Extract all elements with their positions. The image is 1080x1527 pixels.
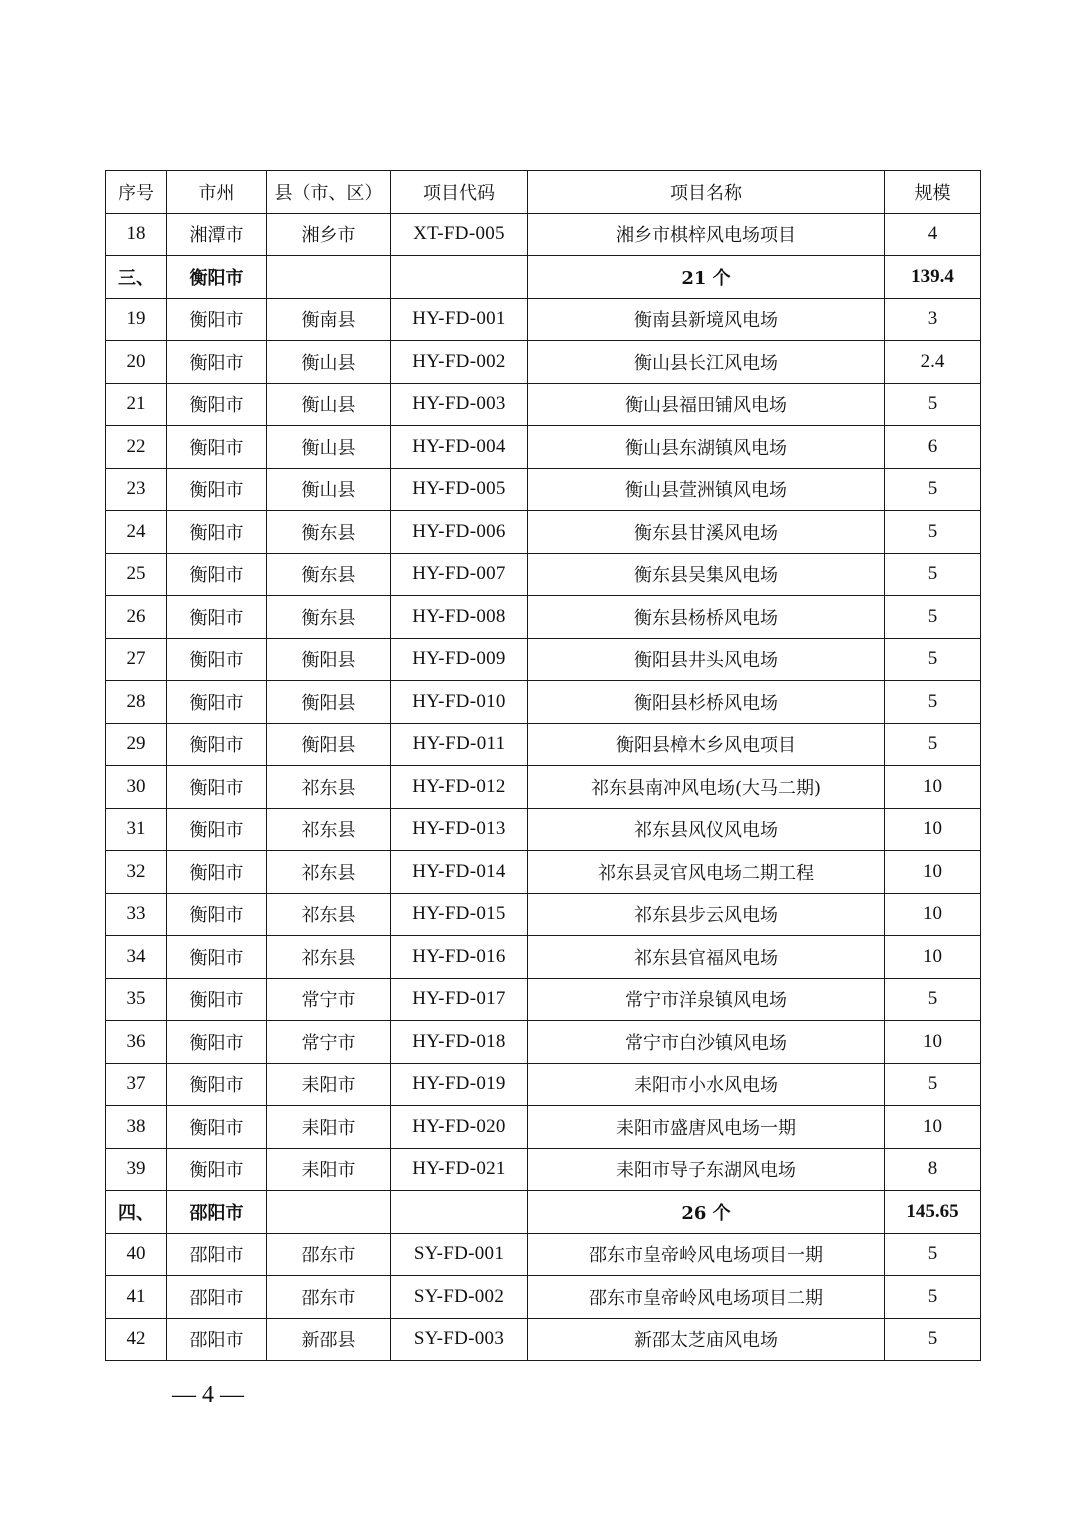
cell-no: 25 [106,553,167,596]
cell-no: 22 [106,426,167,469]
cell-project-name: 衡东县吴集风电场 [528,553,885,596]
table-row [106,681,981,724]
table-body [106,213,981,1361]
cell-city: 邵阳市 [167,1233,267,1276]
cell-no: 34 [106,936,167,979]
cell-no: 33 [106,893,167,936]
cell-scale: 10 [885,936,981,979]
cell-city: 衡阳市 [167,893,267,936]
cell-no: 27 [106,638,167,681]
cell-code: SY-FD-002 [391,1276,528,1319]
table-row [106,1106,981,1149]
cell-no: 21 [106,383,167,426]
cell-no: 35 [106,978,167,1021]
cell-scale: 5 [885,511,981,554]
cell-project-name: 衡阳县井头风电场 [528,638,885,681]
cell-city: 衡阳市 [167,1063,267,1106]
cell-city: 衡阳市 [167,851,267,894]
cell-no: 四、 [106,1191,167,1234]
cell-city: 衡阳市 [167,681,267,724]
cell-city: 衡阳市 [167,298,267,341]
cell-code [391,256,528,299]
table-row [106,1063,981,1106]
header-code: 项目代码 [391,171,528,214]
cell-project-name: 耒阳市盛唐风电场一期 [528,1106,885,1149]
cell-county: 祁东县 [267,936,391,979]
cell-city: 衡阳市 [167,383,267,426]
cell-county: 衡山县 [267,383,391,426]
header-county: 县（市、区） [267,171,391,214]
cell-code: HY-FD-007 [391,553,528,596]
cell-county: 衡南县 [267,298,391,341]
group-row [106,256,981,299]
cell-city: 邵阳市 [167,1191,267,1234]
cell-city: 衡阳市 [167,553,267,596]
cell-county: 衡山县 [267,468,391,511]
table-row [106,766,981,809]
cell-no: 三、 [106,256,167,299]
cell-scale: 10 [885,1106,981,1149]
cell-county: 邵东市 [267,1233,391,1276]
cell-city: 衡阳市 [167,808,267,851]
cell-code: HY-FD-017 [391,978,528,1021]
cell-project-name: 湘乡市棋梓风电场项目 [528,213,885,256]
table-row [106,936,981,979]
cell-county: 衡阳县 [267,723,391,766]
cell-city: 衡阳市 [167,426,267,469]
cell-code: SY-FD-001 [391,1233,528,1276]
cell-code: HY-FD-012 [391,766,528,809]
cell-city: 衡阳市 [167,256,267,299]
table-row [106,426,981,469]
cell-city: 衡阳市 [167,766,267,809]
cell-scale: 5 [885,596,981,639]
cell-no: 39 [106,1148,167,1191]
cell-scale: 2.4 [885,341,981,384]
cell-city: 衡阳市 [167,936,267,979]
cell-scale: 10 [885,851,981,894]
cell-county: 耒阳市 [267,1148,391,1191]
cell-scale: 5 [885,1063,981,1106]
cell-county [267,256,391,299]
cell-scale: 10 [885,808,981,851]
cell-no: 26 [106,596,167,639]
cell-project-name: 邵东市皇帝岭风电场项目一期 [528,1233,885,1276]
cell-code: HY-FD-018 [391,1021,528,1064]
table-row [106,978,981,1021]
cell-code: HY-FD-015 [391,893,528,936]
cell-city: 衡阳市 [167,978,267,1021]
table-row [106,213,981,256]
cell-scale: 5 [885,383,981,426]
cell-scale: 145.65 [885,1191,981,1234]
cell-city: 衡阳市 [167,1148,267,1191]
cell-city: 邵阳市 [167,1318,267,1361]
cell-scale: 5 [885,468,981,511]
cell-no: 36 [106,1021,167,1064]
cell-scale: 5 [885,723,981,766]
group-row [106,1191,981,1234]
cell-scale: 5 [885,1233,981,1276]
cell-county: 邵东市 [267,1276,391,1319]
header-city: 市州 [167,171,267,214]
table-row [106,596,981,639]
cell-city: 衡阳市 [167,1021,267,1064]
cell-scale: 6 [885,426,981,469]
cell-code: HY-FD-019 [391,1063,528,1106]
cell-code: HY-FD-016 [391,936,528,979]
cell-county: 祁东县 [267,766,391,809]
cell-project-name: 祁东县步云风电场 [528,893,885,936]
cell-county: 衡东县 [267,511,391,554]
table-row [106,808,981,851]
cell-county: 衡阳县 [267,681,391,724]
table-header-row [106,171,981,214]
cell-city: 邵阳市 [167,1276,267,1319]
cell-scale: 8 [885,1148,981,1191]
cell-county [267,1191,391,1234]
page-number: — 4 — [172,1382,244,1408]
table-row [106,383,981,426]
table-row [106,893,981,936]
cell-code: HY-FD-004 [391,426,528,469]
cell-no: 19 [106,298,167,341]
cell-scale: 5 [885,638,981,681]
cell-code: HY-FD-009 [391,638,528,681]
cell-code: HY-FD-013 [391,808,528,851]
cell-project-name: 耒阳市导子东湖风电场 [528,1148,885,1191]
cell-code: XT-FD-005 [391,213,528,256]
table-row [106,723,981,766]
cell-project-name: 衡山县福田铺风电场 [528,383,885,426]
cell-no: 28 [106,681,167,724]
cell-county: 祁东县 [267,851,391,894]
table-row [106,298,981,341]
cell-county: 耒阳市 [267,1106,391,1149]
cell-county: 祁东县 [267,808,391,851]
cell-city: 湘潭市 [167,213,267,256]
cell-scale: 4 [885,213,981,256]
cell-no: 29 [106,723,167,766]
cell-no: 30 [106,766,167,809]
cell-no: 40 [106,1233,167,1276]
cell-project-name: 衡东县甘溪风电场 [528,511,885,554]
cell-code: HY-FD-010 [391,681,528,724]
cell-code: HY-FD-002 [391,341,528,384]
cell-scale: 5 [885,681,981,724]
cell-project-name: 祁东县灵官风电场二期工程 [528,851,885,894]
cell-county: 耒阳市 [267,1063,391,1106]
cell-scale: 5 [885,1276,981,1319]
cell-scale: 10 [885,766,981,809]
cell-city: 衡阳市 [167,468,267,511]
table-row [106,511,981,554]
cell-project-name: 衡南县新境风电场 [528,298,885,341]
cell-no: 23 [106,468,167,511]
cell-code: HY-FD-014 [391,851,528,894]
cell-county: 新邵县 [267,1318,391,1361]
cell-county: 祁东县 [267,893,391,936]
cell-code: HY-FD-021 [391,1148,528,1191]
cell-project-name: 耒阳市小水风电场 [528,1063,885,1106]
cell-no: 42 [106,1318,167,1361]
cell-scale: 139.4 [885,256,981,299]
cell-scale: 5 [885,553,981,596]
cell-project-name: 常宁市洋泉镇风电场 [528,978,885,1021]
cell-no: 37 [106,1063,167,1106]
cell-county: 衡东县 [267,596,391,639]
cell-no: 32 [106,851,167,894]
cell-code: HY-FD-006 [391,511,528,554]
table-row [106,468,981,511]
cell-project-name: 衡山县长江风电场 [528,341,885,384]
cell-county: 常宁市 [267,978,391,1021]
table-row [106,1318,981,1361]
table-row [106,1233,981,1276]
cell-project-name: 衡阳县杉桥风电场 [528,681,885,724]
cell-project-name: 衡山县东湖镇风电场 [528,426,885,469]
cell-code: SY-FD-003 [391,1318,528,1361]
table-row [106,638,981,681]
cell-project-name: 祁东县南冲风电场(大马二期) [528,766,885,809]
cell-city: 衡阳市 [167,638,267,681]
cell-project-name: 衡东县杨桥风电场 [528,596,885,639]
cell-code: HY-FD-011 [391,723,528,766]
cell-project-name: 衡山县萱洲镇风电场 [528,468,885,511]
header-name: 项目名称 [528,171,885,214]
cell-no: 38 [106,1106,167,1149]
table-row [106,1021,981,1064]
cell-scale: 3 [885,298,981,341]
cell-code [391,1191,528,1234]
cell-city: 衡阳市 [167,723,267,766]
cell-code: HY-FD-008 [391,596,528,639]
cell-scale: 5 [885,978,981,1021]
cell-project-name: 祁东县风仪风电场 [528,808,885,851]
cell-no: 24 [106,511,167,554]
cell-project-name: 祁东县官福风电场 [528,936,885,979]
cell-project-name: 常宁市白沙镇风电场 [528,1021,885,1064]
table-row [106,1276,981,1319]
header-no: 序号 [106,171,167,214]
cell-county: 衡东县 [267,553,391,596]
cell-project-name: 邵东市皇帝岭风电场项目二期 [528,1276,885,1319]
cell-county: 常宁市 [267,1021,391,1064]
cell-city: 衡阳市 [167,341,267,384]
cell-no: 20 [106,341,167,384]
cell-project-name: 26 个 [528,1191,885,1234]
cell-no: 41 [106,1276,167,1319]
cell-code: HY-FD-020 [391,1106,528,1149]
cell-no: 18 [106,213,167,256]
table-row [106,851,981,894]
project-table [105,170,981,1361]
cell-county: 衡阳县 [267,638,391,681]
cell-no: 31 [106,808,167,851]
cell-project-name: 新邵太芝庙风电场 [528,1318,885,1361]
cell-scale: 5 [885,1318,981,1361]
cell-scale: 10 [885,893,981,936]
cell-code: HY-FD-003 [391,383,528,426]
table-row [106,1148,981,1191]
cell-code: HY-FD-001 [391,298,528,341]
cell-city: 衡阳市 [167,511,267,554]
cell-code: HY-FD-005 [391,468,528,511]
table-row [106,341,981,384]
cell-city: 衡阳市 [167,1106,267,1149]
cell-county: 衡山县 [267,341,391,384]
table-row [106,553,981,596]
cell-county: 衡山县 [267,426,391,469]
cell-county: 湘乡市 [267,213,391,256]
cell-project-name: 21 个 [528,256,885,299]
header-scale: 规模 [885,171,981,214]
cell-project-name: 衡阳县樟木乡风电项目 [528,723,885,766]
cell-scale: 10 [885,1021,981,1064]
cell-city: 衡阳市 [167,596,267,639]
